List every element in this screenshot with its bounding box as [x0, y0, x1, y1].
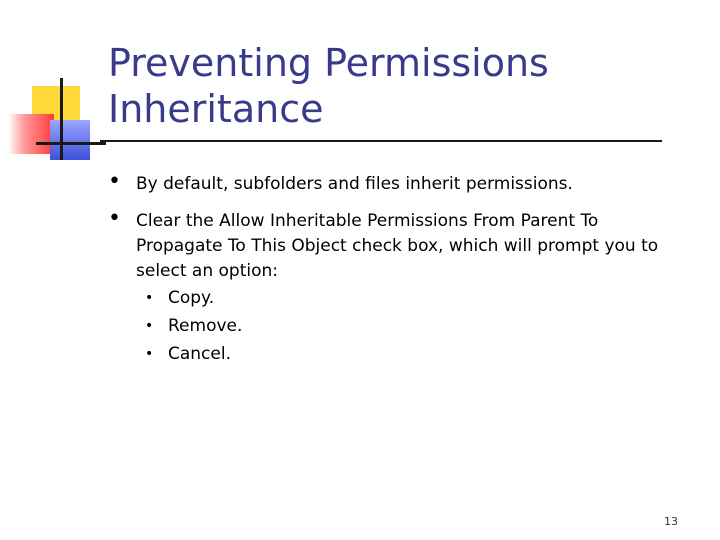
sub-bullet-text: Cancel.: [168, 344, 231, 364]
bullet-dot-small-icon: •: [145, 290, 154, 306]
bullet-text: By default, subfolders and files inherit permissions.: [136, 174, 573, 194]
bullet-text: Clear the Allow Inheritable Permissions From Parent To Propagate To This Object check box, which will prompt you to select an option:: [136, 211, 659, 281]
sub-bullet-text: Copy.: [168, 288, 215, 308]
blue-square-decoration: [50, 120, 90, 160]
page-number: 13: [664, 515, 678, 528]
bullet-list: [108, 169, 688, 380]
list-item: [108, 206, 688, 368]
sub-bullet-text: Remove.: [168, 316, 243, 336]
sub-list-item: [136, 340, 688, 368]
list-item: [108, 169, 688, 197]
sub-list-item: [136, 284, 688, 312]
bullet-dot-icon: •: [108, 206, 121, 231]
bullet-dot-small-icon: •: [145, 346, 154, 362]
vertical-line-decoration: [60, 78, 63, 160]
horizontal-line-decoration: [36, 142, 106, 145]
slide-title: Preventing Permissions Inheritance: [108, 41, 549, 131]
red-square-decoration: [8, 114, 54, 154]
bullet-dot-small-icon: •: [145, 318, 154, 334]
title-rule: [100, 140, 662, 142]
bullet-dot-icon: •: [108, 169, 121, 194]
sub-list-item: [136, 312, 688, 340]
sub-bullet-list: [136, 284, 688, 368]
decorative-logo-block: [0, 60, 120, 170]
